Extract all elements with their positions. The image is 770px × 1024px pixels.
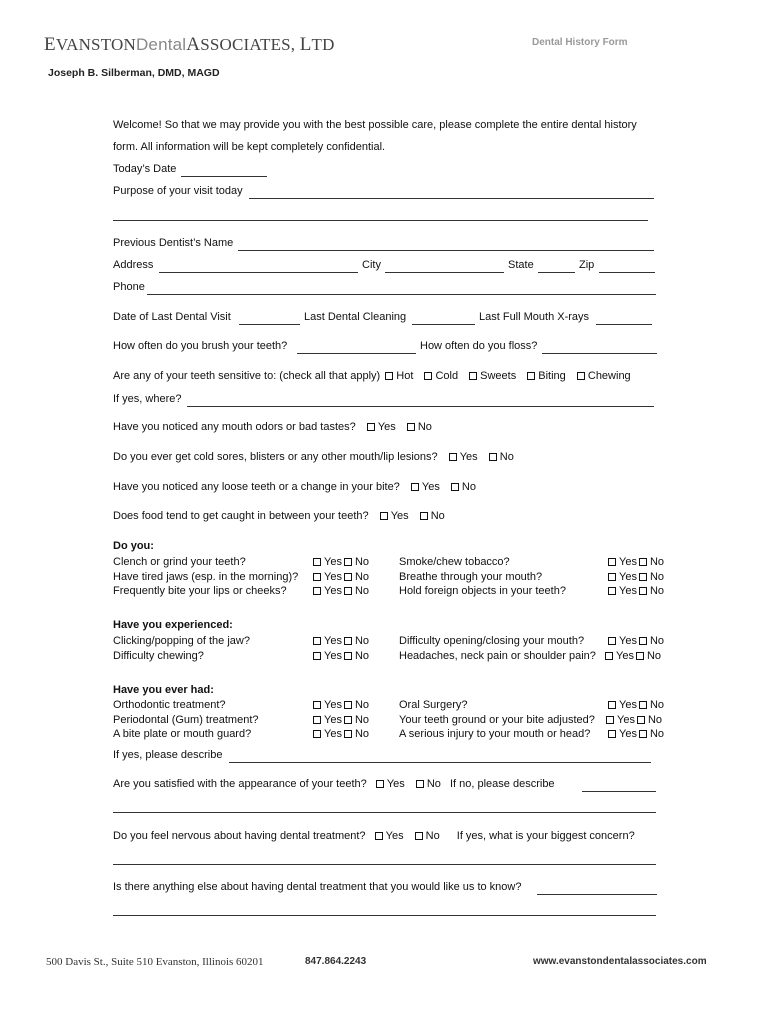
ever-had-left-1: Periodontal (Gum) treatment? xyxy=(113,714,259,726)
logo-letter-a: A xyxy=(186,34,201,55)
foreign-objects-no-label: No xyxy=(649,585,665,597)
appearance-describe-field-line-2[interactable] xyxy=(113,812,656,813)
injury-no-label: No xyxy=(649,728,665,740)
do-you-right-1: Breathe through your mouth? xyxy=(399,571,543,583)
sores-question: Do you ever get cold sores, blisters or any other mouth/lip lesions? xyxy=(113,451,438,463)
do-you-left-2-yn xyxy=(311,585,369,597)
odors-question: Have you noticed any mouth odors or bad tastes? xyxy=(113,421,356,433)
injury-yes-checkbox[interactable] xyxy=(608,730,616,738)
do-you-left-1-yn xyxy=(311,571,369,583)
previous-dentist-field[interactable] xyxy=(238,250,654,251)
phone-field[interactable] xyxy=(147,294,656,295)
oral-surgery-no-checkbox[interactable] xyxy=(639,701,647,709)
smoke-no-checkbox[interactable] xyxy=(639,558,647,566)
foreign-objects-yes-label: Yes xyxy=(619,585,637,597)
purpose-label: Purpose of your visit today xyxy=(113,185,243,197)
ever-had-left-2-yn xyxy=(311,728,369,740)
sores-yes-label: Yes xyxy=(459,451,478,463)
sores-no-checkbox[interactable] xyxy=(489,453,497,461)
brush-label: How often do you brush your teeth? xyxy=(113,340,288,352)
clicking-yes-label: Yes xyxy=(324,635,342,647)
footer-address: 500 Davis St., Suite 510 Evanston, Illinois 60201 xyxy=(46,956,264,968)
logo-letter-e: E xyxy=(44,34,56,55)
clicking-no-checkbox[interactable] xyxy=(344,637,352,645)
chewing-difficulty-no-checkbox[interactable] xyxy=(344,652,352,660)
zip-label: Zip xyxy=(579,259,595,271)
do-you-heading: Do you: xyxy=(113,540,154,552)
breathe-yes-checkbox[interactable] xyxy=(608,573,616,581)
breathe-no-label: No xyxy=(649,571,665,583)
nervous-yes-label: Yes xyxy=(385,830,404,842)
smoke-yes-checkbox[interactable] xyxy=(608,558,616,566)
sensitive-question: Are any of your teeth sensitive to: (check all that apply) xyxy=(113,370,381,382)
do-you-left-0-yn xyxy=(311,556,369,568)
chewing-difficulty-yes-checkbox[interactable] xyxy=(313,652,321,660)
clicking-no-label: No xyxy=(354,635,370,647)
ever-had-left-2: A bite plate or mouth guard? xyxy=(113,728,252,740)
injury-yes-label: Yes xyxy=(619,728,637,740)
logo-text-td: TD xyxy=(311,35,335,54)
opening-yes-checkbox[interactable] xyxy=(608,637,616,645)
do-you-left-1: Have tired jaws (esp. in the morning)? xyxy=(113,571,299,583)
loose-row xyxy=(113,481,476,493)
ever-had-right-0: Oral Surgery? xyxy=(399,699,468,711)
do-you-right-0: Smoke/chew tobacco? xyxy=(399,556,510,568)
bite-plate-no-checkbox[interactable] xyxy=(344,730,352,738)
chewing-label: Chewing xyxy=(587,370,631,382)
hot-checkbox[interactable] xyxy=(385,372,393,380)
biting-label: Biting xyxy=(538,370,566,382)
last-visit-label: Date of Last Dental Visit xyxy=(113,311,231,323)
purpose-field[interactable] xyxy=(249,198,654,199)
appearance-yes-label: Yes xyxy=(386,778,405,790)
experienced-left-0: Clicking/popping of the jaw? xyxy=(113,635,250,647)
periodontal-no-label: No xyxy=(354,714,370,726)
orthodontic-yes-checkbox[interactable] xyxy=(313,701,321,709)
last-cleaning-field[interactable] xyxy=(412,324,475,325)
oral-surgery-yes-label: Yes xyxy=(619,699,637,711)
headaches-no-label: No xyxy=(646,650,662,662)
smoke-yes-label: Yes xyxy=(619,556,637,568)
anything-else-field-line-2[interactable] xyxy=(113,915,656,916)
do-you-right-0-yn xyxy=(606,556,664,568)
oral-surgery-no-label: No xyxy=(649,699,665,711)
bite-lips-no-label: No xyxy=(354,585,370,597)
logo-text-ssociates: SSOCIATES, xyxy=(200,35,300,54)
appearance-describe-field[interactable] xyxy=(582,791,656,792)
ever-had-right-1-yn xyxy=(604,714,662,726)
odors-no-checkbox[interactable] xyxy=(407,423,415,431)
experienced-right-0: Difficulty opening/closing your mouth? xyxy=(399,635,585,647)
sores-row xyxy=(113,451,514,463)
bite-plate-yes-checkbox[interactable] xyxy=(313,730,321,738)
appearance-row xyxy=(113,778,555,790)
nervous-question: Do you feel nervous about having dental treatment? xyxy=(113,830,366,842)
food-row xyxy=(113,510,445,522)
headaches-yes-label: Yes xyxy=(616,650,634,662)
bite-plate-yes-label: Yes xyxy=(324,728,342,740)
smoke-no-label: No xyxy=(649,556,665,568)
breathe-no-checkbox[interactable] xyxy=(639,573,647,581)
experienced-left-0-yn xyxy=(311,635,369,647)
chewing-difficulty-no-label: No xyxy=(354,650,370,662)
do-you-left-2: Frequently bite your lips or cheeks? xyxy=(113,585,287,597)
ever-had-right-0-yn xyxy=(606,699,664,711)
logo-letter-l: L xyxy=(299,34,312,55)
appearance-no-label: No xyxy=(426,778,441,790)
clench-no-checkbox[interactable] xyxy=(344,558,352,566)
clench-yes-label: Yes xyxy=(324,556,342,568)
loose-yes-checkbox[interactable] xyxy=(411,483,419,491)
footer-website: www.evanstondentalassociates.com xyxy=(533,956,707,967)
floss-field[interactable] xyxy=(542,353,657,354)
sensitive-where-label: If yes, where? xyxy=(113,393,182,405)
anything-else-label: Is there anything else about having dental treatment that you would like us to know? xyxy=(113,881,522,893)
periodontal-yes-label: Yes xyxy=(324,714,342,726)
tired-jaws-yes-label: Yes xyxy=(324,571,342,583)
sensitive-where-field[interactable] xyxy=(187,406,654,407)
state-field[interactable] xyxy=(538,272,575,273)
injury-no-checkbox[interactable] xyxy=(639,730,647,738)
odors-row xyxy=(113,421,432,433)
phone-label: Phone xyxy=(113,281,145,293)
periodontal-yes-checkbox[interactable] xyxy=(313,716,321,724)
foreign-objects-no-checkbox[interactable] xyxy=(639,587,647,595)
ever-had-describe-label: If yes, please describe xyxy=(113,749,223,761)
oral-surgery-yes-checkbox[interactable] xyxy=(608,701,616,709)
sensitive-row xyxy=(113,370,631,382)
opening-yes-label: Yes xyxy=(619,635,637,647)
zip-field[interactable] xyxy=(599,272,655,273)
do-you-left-0: Clench or grind your teeth? xyxy=(113,556,246,568)
ground-yes-checkbox[interactable] xyxy=(606,716,614,724)
appearance-if-no-label: If no, please describe xyxy=(449,778,555,790)
bite-lips-no-checkbox[interactable] xyxy=(344,587,352,595)
headaches-yes-checkbox[interactable] xyxy=(605,652,613,660)
intro-line-1: Welcome! So that we may provide you with the best possible care, please complete the entire dental history xyxy=(113,119,637,131)
headaches-no-checkbox[interactable] xyxy=(636,652,644,660)
loose-no-checkbox[interactable] xyxy=(451,483,459,491)
food-yes-label: Yes xyxy=(390,510,409,522)
do-you-right-1-yn xyxy=(606,571,664,583)
brush-field[interactable] xyxy=(297,353,416,354)
experienced-heading: Have you experienced: xyxy=(113,619,233,631)
periodontal-no-checkbox[interactable] xyxy=(344,716,352,724)
bite-lips-yes-checkbox[interactable] xyxy=(313,587,321,595)
experienced-right-0-yn xyxy=(606,635,664,647)
last-xrays-field[interactable] xyxy=(596,324,652,325)
nervous-concern-field[interactable] xyxy=(113,864,656,865)
nervous-no-checkbox[interactable] xyxy=(415,832,423,840)
loose-yes-label: Yes xyxy=(421,481,440,493)
orthodontic-yes-label: Yes xyxy=(324,699,342,711)
clench-yes-checkbox[interactable] xyxy=(313,558,321,566)
form-title: Dental History Form xyxy=(532,37,628,48)
odors-no-label: No xyxy=(417,421,432,433)
anything-else-field[interactable] xyxy=(537,894,657,895)
chewing-checkbox[interactable] xyxy=(577,372,585,380)
tired-jaws-no-checkbox[interactable] xyxy=(344,573,352,581)
floss-label: How often do you floss? xyxy=(420,340,538,352)
bite-lips-yes-label: Yes xyxy=(324,585,342,597)
ever-had-left-1-yn xyxy=(311,714,369,726)
todays-date-field[interactable] xyxy=(181,176,267,177)
logo-text-vanston: VANSTON xyxy=(55,35,136,54)
ever-had-describe-field[interactable] xyxy=(229,762,651,763)
appearance-yes-checkbox[interactable] xyxy=(376,780,384,788)
appearance-question: Are you satisfied with the appearance of your teeth? xyxy=(113,778,367,790)
experienced-right-1-yn xyxy=(603,650,661,662)
logo-text-dental: Dental xyxy=(135,35,187,54)
tired-jaws-no-label: No xyxy=(354,571,370,583)
doctor-name: Joseph B. Silberman, DMD, MAGD xyxy=(48,67,220,79)
nervous-no-label: No xyxy=(425,830,440,842)
food-question: Does food tend to get caught in between your teeth? xyxy=(113,510,369,522)
opening-no-label: No xyxy=(649,635,665,647)
ever-had-left-0-yn xyxy=(311,699,369,711)
tired-jaws-yes-checkbox[interactable] xyxy=(313,573,321,581)
nervous-row xyxy=(113,830,635,842)
previous-dentist-label: Previous Dentist’s Name xyxy=(113,237,234,249)
city-field[interactable] xyxy=(385,272,504,273)
purpose-field-line-2[interactable] xyxy=(113,220,648,221)
clench-no-label: No xyxy=(354,556,370,568)
sores-no-label: No xyxy=(499,451,514,463)
food-no-label: No xyxy=(430,510,445,522)
ever-had-right-2-yn xyxy=(606,728,664,740)
experienced-left-1: Difficulty chewing? xyxy=(113,650,204,662)
cold-checkbox[interactable] xyxy=(424,372,432,380)
loose-question: Have you noticed any loose teeth or a change in your bite? xyxy=(113,481,400,493)
foreign-objects-yes-checkbox[interactable] xyxy=(608,587,616,595)
opening-no-checkbox[interactable] xyxy=(639,637,647,645)
orthodontic-no-checkbox[interactable] xyxy=(344,701,352,709)
loose-no-label: No xyxy=(461,481,476,493)
ever-had-heading: Have you ever had: xyxy=(113,684,214,696)
todays-date-label: Today’s Date xyxy=(113,163,177,175)
orthodontic-no-label: No xyxy=(354,699,370,711)
do-you-right-2-yn xyxy=(606,585,664,597)
last-visit-field[interactable] xyxy=(239,324,300,325)
experienced-right-1: Headaches, neck pain or shoulder pain? xyxy=(399,650,596,662)
ever-had-right-2: A serious injury to your mouth or head? xyxy=(399,728,591,740)
ground-no-checkbox[interactable] xyxy=(637,716,645,724)
last-xrays-label: Last Full Mouth X-rays xyxy=(479,311,590,323)
ground-no-label: No xyxy=(647,714,663,726)
nervous-if-yes-label: If yes, what is your biggest concern? xyxy=(456,830,635,842)
footer-phone: 847.864.2243 xyxy=(305,956,367,967)
last-cleaning-label: Last Dental Cleaning xyxy=(304,311,407,323)
clicking-yes-checkbox[interactable] xyxy=(313,637,321,645)
sweets-label: Sweets xyxy=(480,370,517,382)
sweets-checkbox[interactable] xyxy=(469,372,477,380)
ground-yes-label: Yes xyxy=(617,714,635,726)
breathe-yes-label: Yes xyxy=(619,571,637,583)
appearance-no-checkbox[interactable] xyxy=(416,780,424,788)
bite-plate-no-label: No xyxy=(354,728,370,740)
practice-logo xyxy=(44,34,335,56)
food-no-checkbox[interactable] xyxy=(420,512,428,520)
state-label: State xyxy=(508,259,534,271)
odors-yes-checkbox[interactable] xyxy=(367,423,375,431)
ever-had-right-1: Your teeth ground or your bite adjusted? xyxy=(399,714,595,726)
food-yes-checkbox[interactable] xyxy=(380,512,388,520)
biting-checkbox[interactable] xyxy=(527,372,535,380)
do-you-right-2: Hold foreign objects in your teeth? xyxy=(399,585,566,597)
city-label: City xyxy=(362,259,381,271)
ever-had-left-0: Orthodontic treatment? xyxy=(113,699,226,711)
intro-line-2: form. All information will be kept completely confidential. xyxy=(113,141,386,153)
cold-label: Cold xyxy=(435,370,459,382)
odors-yes-label: Yes xyxy=(377,421,396,433)
address-field[interactable] xyxy=(159,272,358,273)
hot-label: Hot xyxy=(396,370,414,382)
address-label: Address xyxy=(113,259,154,271)
chewing-difficulty-yes-label: Yes xyxy=(324,650,342,662)
nervous-yes-checkbox[interactable] xyxy=(375,832,383,840)
experienced-left-1-yn xyxy=(311,650,369,662)
sores-yes-checkbox[interactable] xyxy=(449,453,457,461)
